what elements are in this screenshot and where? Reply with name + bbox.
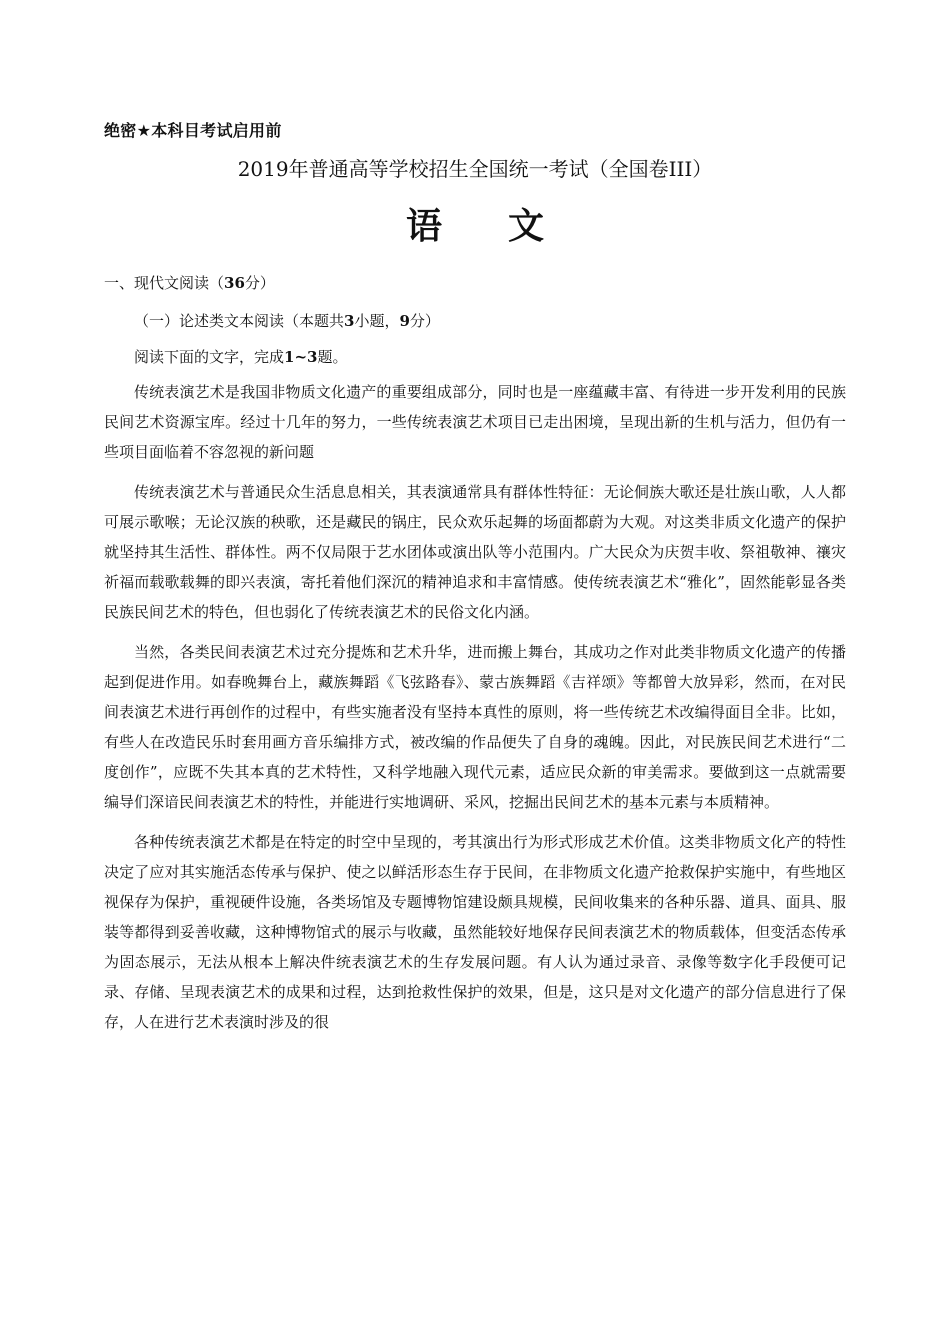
section-heading (104, 272, 275, 293)
section-heading-suffix: 分） (244, 274, 275, 292)
confidential-mark: 绝密★本科目考试启用前 (104, 121, 282, 140)
instruction-question-range: 1~3 (284, 348, 318, 366)
subject-title: 语文 (405, 206, 610, 247)
section-heading-prefix: 一、现代文阅读（ (104, 274, 225, 292)
subsection-heading-prefix: （一）论述类文本阅读（本题共 (134, 312, 345, 330)
passage-paragraph: 当然，各类民间表演艺术过充分提炼和艺术升华，进而搬上舞台，其成功之作对此类非物质文化遗产的传播起到促进作用。如春晚舞台上，藏族舞蹈《飞弦路春》、蒙古族舞蹈《吉祥颂》等都曾大放异彩，然而，在对民间表演艺术进行再创作的过程中，有些实施者没有坚持本真性的原则，将一些传统艺术改编得面目全非。比如，有些人在改造民乐时套用画方音乐编排方式，被改编的作品便失了自身的魂魄。因此，对民族民间艺术进行“二度创作”，应既不失其本真的艺术特性，又科学地融入现代元素，适应民众新的审美需求。要做到这一点就需要编导们深谙民间表演艺术的特性，并能进行实地调研、采风，挖掘出民间艺术的基本元素与本质精神。 (104, 643, 846, 811)
passage-paragraph: 传统表演艺术与普通民众生活息息相关，其表演通常具有群体性特征：无论侗族大歌还是壮族山歌，人人都可展示歌喉；无论汉族的秧歌，还是藏民的锅庄，民众欢乐起舞的场面都蔚为大观。对这类非质文化遗产的保护就坚持其生活性、群体性。两不仅局限于艺水团体或演出队等小范围内。广大民众为庆贺丰收、祭祖敬神、禳灾祈福而载歌载舞的即兴表演，寄托着他们深沉的精神追求和丰富情感。使传统表演艺术“雅化”，固然能彰显各类民族民间艺术的特色，但也弱化了传统表演艺术的民俗文化内涵。 (104, 483, 846, 621)
section-score: 36 (224, 274, 245, 292)
subsection-heading (134, 310, 440, 331)
instruction-suffix: 题。 (317, 348, 348, 366)
subsection-question-count: 3 (344, 312, 355, 330)
instruction-prefix: 阅读下面的文字，完成 (134, 348, 285, 366)
passage-paragraph: 各种传统表演艺术都是在特定的时空中呈现的，考其演出行为形式形成艺术价值。这类非物质文化产的特性决定了应对其实施活态传承与保护、使之以鲜活形态生存于民间，在非物质文化遗产抢救保护实施中，有些地区视保存为保护，重视硬件设施，各类场馆及专题博物馆建设颇具规模，民间收集来的各种乐器、道具、面具、服装等都得到妥善收藏，这种博物馆式的展示与收藏，虽然能较好地保存民间表演艺术的物质载体，但变活态传承为固态展示，无法从根本上解决件统表演艺术的生存发展问题。有人认为通过录音、录像等数字化手段便可记录、存储、呈现表演艺术的成果和过程，达到抢救性保护的效果，但是，这只是对文化遗产的部分信息进行了保存，人在进行艺术表演时涉及的很 (104, 833, 846, 1031)
subsection-score: 9 (399, 312, 410, 330)
subsection-heading-suffix: 分） (409, 312, 440, 330)
passage-paragraph: 传统表演艺术是我国非物质文化遗产的重要组成部分，同时也是一座蕴藏丰富、有待进一步开发利用的民族民间艺术资源宝库。经过十几年的努力，一些传统表演艺术项目已走出困境，呈现出新的生机与活力，但仍有一些项目面临着不容忽视的新问题 (104, 383, 846, 461)
reading-instruction (134, 346, 347, 367)
exam-title: 2019年普通高等学校招生全国统一考试（全国卷III） (237, 157, 713, 181)
subsection-heading-mid: 小题， (354, 312, 400, 330)
reading-passage (104, 377, 846, 1037)
